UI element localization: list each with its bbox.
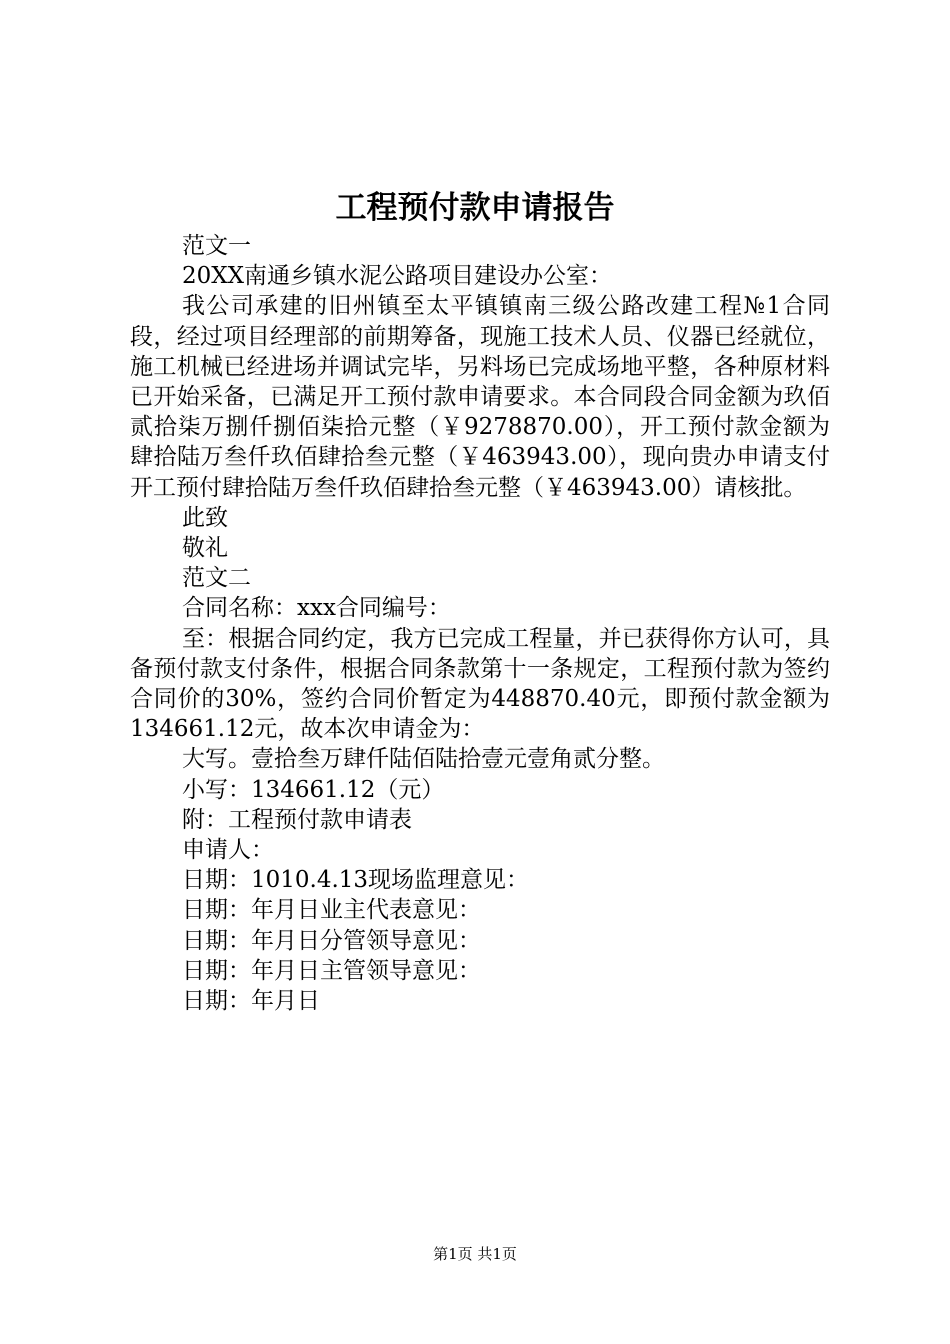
attachment-line: 附：工程预付款申请表 xyxy=(182,806,412,833)
page-number-footer: 第1页 共1页 xyxy=(433,1245,517,1263)
closing-regards: 敬礼 xyxy=(182,535,228,562)
date-deputy-leader-opinion: 日期：年月日分管领导意见： xyxy=(182,927,481,954)
section-heading-sample-1: 范文一 xyxy=(182,233,251,259)
section-heading-sample-2: 范文二 xyxy=(182,565,251,592)
date-chief-leader-opinion: 日期：年月日主管领导意见： xyxy=(182,957,481,984)
date-supervisor-opinion: 日期：1010.4.13现场监理意见： xyxy=(182,867,530,894)
final-date-line: 日期：年月日 xyxy=(182,988,320,1015)
amount-in-words: 大写。壹拾叁万肆仟陆佰陆拾壹元壹角贰分整。 xyxy=(182,746,665,773)
payment-request-paragraph: 至：根据合同约定，我方已完成工程量，并已获得你方认可，具备预付款支付条件，根据合同条款第十一条规定，工程预付款为签约合同价的30%，签约合同价暂定为448870.40元，即预付款金额为134661.12元，故本次申请金为： xyxy=(130,625,830,743)
date-owner-opinion: 日期：年月日业主代表意见： xyxy=(182,897,481,924)
amount-in-figures: 小写：134661.12（元） xyxy=(182,776,445,803)
document-body xyxy=(130,231,830,1016)
applicant-line: 申请人： xyxy=(182,837,274,864)
page-title: 工程预付款申请报告 xyxy=(335,190,615,226)
addressee-line: 20XX南通乡镇水泥公路项目建设办公室： xyxy=(182,263,613,290)
contract-info-line: 合同名称：xxx合同编号： xyxy=(182,595,451,622)
closing-salutation: 此致 xyxy=(182,504,228,531)
application-paragraph: 我公司承建的旧州镇至太平镇镇南三级公路改建工程№1合同段，经过项目经理部的前期筹备，现施工技术人员、仪器已经就位，施工机械已经进场并调试完毕，另料场已完成场地平整，各种原材料已开始采备，已满足开工预付款申请要求。本合同段合同金额为玖佰贰拾柒万捌仟捌佰柒拾元整（￥9278870.00），开工预付款金额为肆拾陆万叁仟玖佰肆拾叁元整（￥463943.00），现向贵办申请支付开工预付肆拾陆万叁仟玖佰肆拾叁元整（￥463943.00）请核批。 xyxy=(130,293,830,501)
